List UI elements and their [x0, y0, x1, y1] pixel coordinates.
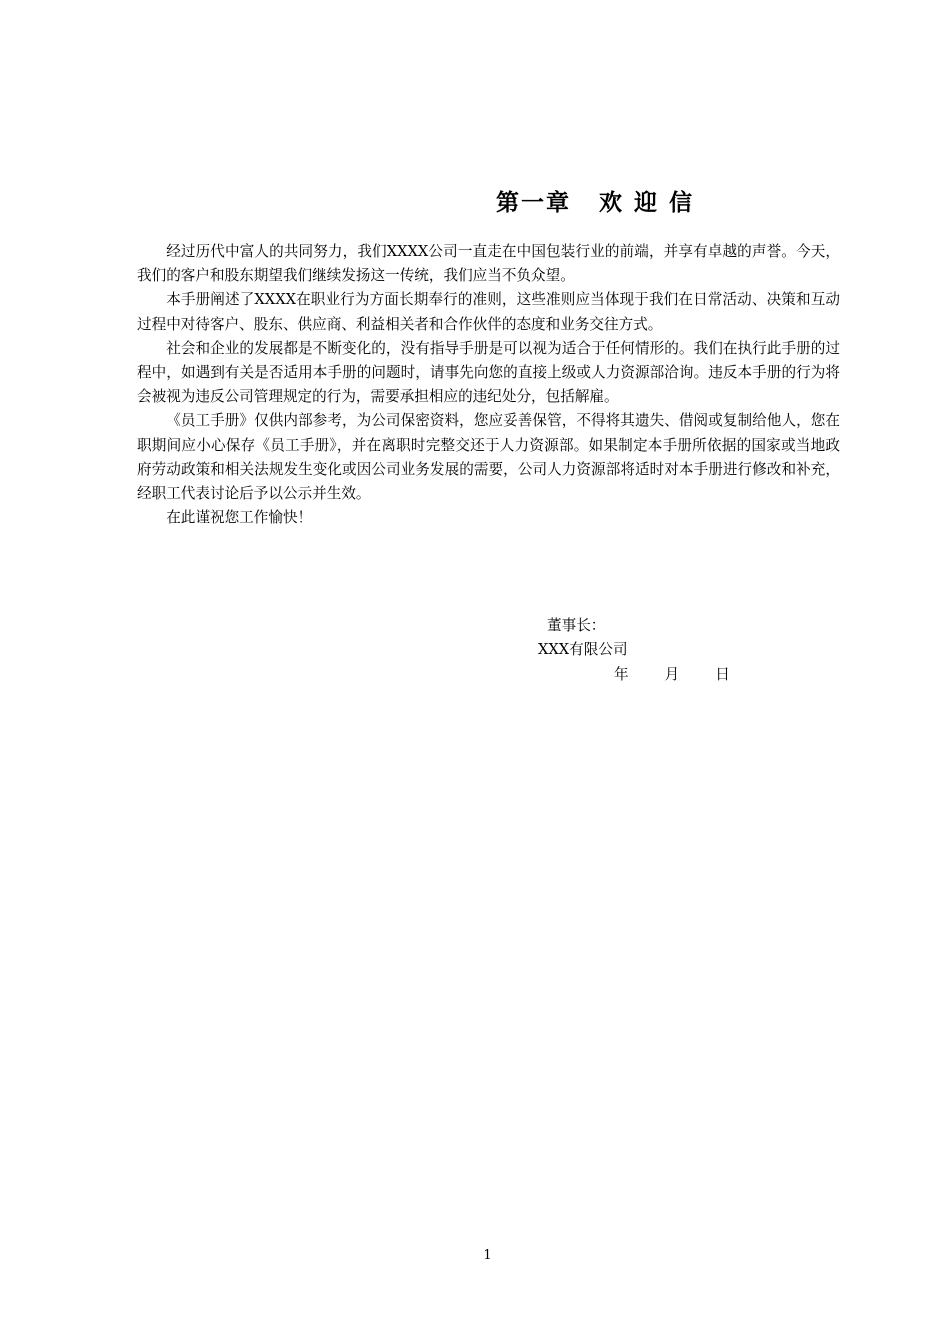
paragraph-2: 本手册阐述了XXXX在职业行为方面长期奉行的准则，这些准则应当体现于我们在日常活动、决策和互动过程中对待客户、股东、供应商、利益相关者和合作伙伴的态度和业务交往方式。 [137, 291, 840, 333]
paragraph-5: 在此谨祝您工作愉快！ [166, 509, 313, 527]
date-month: 月 [664, 666, 680, 683]
chapter-title [360, 184, 830, 217]
signature-title: 董事长： [547, 617, 606, 634]
chapter-number: 第一章 [495, 189, 571, 216]
date-day: 日 [715, 666, 730, 683]
paragraph-3: 社会和企业的发展都是不断变化的，没有指导手册是可以视为适合于任何情形的。我们在执行此手册的过程中，如遇到有关是否适用本手册的问题时，请事先向您的直接上级或人力资源部洽询。违反本手册的行为将会被视为违反公司管理规定的行为，需要承担相应的违纪处分，包括解雇。 [137, 339, 840, 406]
chapter-heading: 欢 迎 信 [598, 189, 694, 216]
page-number: 1 [483, 1248, 492, 1263]
date-year: 年 [614, 666, 629, 683]
paragraph-1: 经过历代中富人的共同努力，我们XXXX公司一直走在中国包装行业的前端，并享有卓越的声誉。今天，我们的客户和股东期望我们继续发扬这一传统，我们应当不负众望。 [137, 243, 840, 285]
letter-body [137, 240, 840, 530]
signature-date [614, 663, 730, 687]
signature-company: XXX有限公司 [538, 641, 628, 658]
paragraph-4: 《员工手册》仅供内部参考，为公司保密资料，您应妥善保管，不得将其遗失、借阅或复制给他人，您在职期间应小心保存《员工手册》，并在离职时完整交还于人力资源部。如果制定本手册所依据的国家或当地政府劳动政策和相关法规发生变化或因公司业务发展的需要，公司人力资源部将适时对本手册进行修改和补充，经职工代表讨论后予以公示并生效。 [137, 412, 840, 503]
